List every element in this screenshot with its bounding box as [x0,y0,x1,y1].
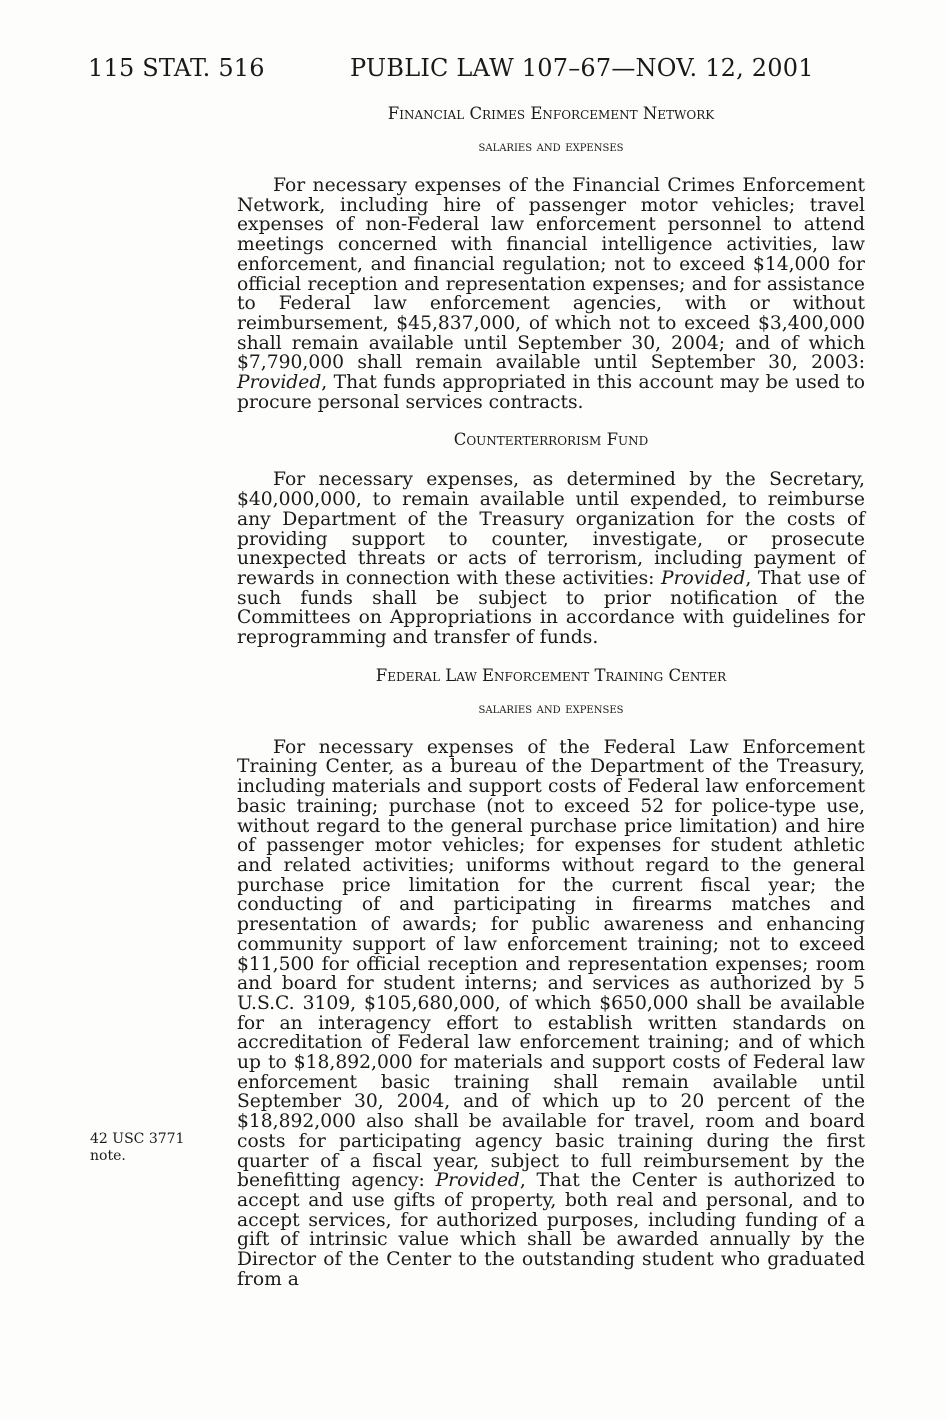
section-heading-counterterrorism: Counterterrorism Fund [453,430,649,450]
public-law-reference: PUBLIC LAW 107–67—NOV. 12, 2001 [350,54,814,82]
section-subheading-fincen: salaries and expenses [478,139,624,155]
counterterrorism-provided: Provided [661,567,746,589]
fincen-text-2: , That funds appropriated in this account may be used to procure personal services contracts. [237,372,865,413]
counterterrorism-text-1: For necessary expenses, as determined by the Secretary, $40,000,000, to remain available until expended, to reimburse any Department of the Treasury organization for the costs of providing support to counter, investigate, or prosecute unexpected threats or acts of terrorism, including payment of rewards in connection with these activities: [237,469,865,589]
fincen-text-1: For necessary expenses of the Financial Crimes Enforcement Network, including hire of passenger motor vehicles; travel expenses of non-Federal law enforcement personnel to attend meetings concerned with financial intelligence activities, law enforcement, and financial regulation; not to exceed $14,000 for official reception and representation expenses; and for assistance to Federal law enforcement agencies, with or without reimbursement, $45,837,000, of which not to exceed $3,400,000 shall remain available until September 30, 2004; and of which $7,790,000 shall remain available until September 30, 2003: [237,175,865,374]
section-heading-fincen: Financial Crimes Enforcement Network [387,104,715,123]
margin-note-citation: 42 USC 3771 [90,1131,185,1147]
fletc-provided: Provided [435,1170,520,1192]
counterterrorism-paragraph [237,470,865,647]
fletc-text-2: , That the Center is authorized to accept and use gifts of property, both real and personal, and to accept services, for authorized purposes, including funding of a gift of intrinsic value which shall be awarded annually by the Director of the Center to the outstanding student who graduated from a [237,1170,866,1290]
fincen-provided: Provided [237,372,322,394]
fincen-paragraph [237,176,865,412]
counterterrorism-text-2: , That use of such funds shall be subject to prior notification of the Committees on Appropriations in accordance with guidelines for reprogramming and transfer of funds. [237,567,865,649]
section-heading-fletc: Federal Law Enforcement Training Center [375,665,727,685]
margin-note-suffix: note. [90,1148,126,1164]
margin-note [90,1131,210,1165]
section-subheading-fletc: salaries and expenses [478,700,624,717]
fletc-text-1: For necessary expenses of the Federal Law Enforcement Training Center, as a bureau of the Department of the Treasury, including materials and support costs of Federal law enforcement basic training; purchase (not to exceed 52 for police-type use, without regard to the general purchase price limitation) and hire of passenger motor vehicles; for expenses for student athletic and related activities; uniforms without regard to the general purchase price limitation for the current fiscal year; the conducting of and participating in firearms matches and presentation of awards; for public awareness and enhancing community support of law enforcement training; not to exceed $11,500 for official reception and representation expenses; room and board for student interns; and services as authorized by 5 U.S.C. 3109, $105,680,000, of which $650,000 shall be available for an interagency effort to establish written standards on accreditation of Federal law enforcement training; and of which up to $18,892,000 for materials and support costs of Federal law enforcement basic training shall remain available until September 30, 2004, and of which up to 20 percent of the $18,892,000 also shall be available for travel, room and board costs for participating agency basic training during the first quarter of a fiscal year, subject to full reimbursement by the benefitting agency: [237,736,865,1192]
stat-page-reference: 115 STAT. 516 [88,54,265,82]
fletc-paragraph [237,738,865,1290]
main-text-column [237,104,865,1289]
